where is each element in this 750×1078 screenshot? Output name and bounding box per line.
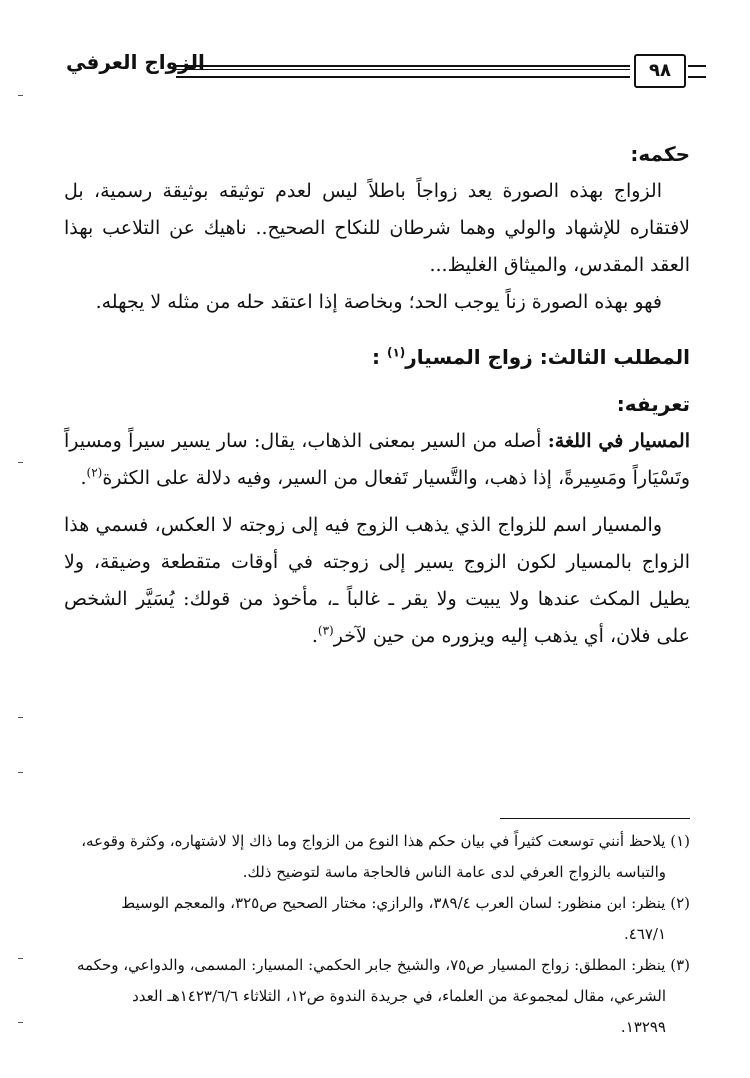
language-term: المسيار في اللغة:: [547, 430, 690, 452]
scan-margin-mark: [18, 95, 23, 96]
footnote-2-line-1: (٢) ينظر: ابن منظور: لسان العرب ٣٨٩/٤، والرازي: مختار الصحيح ص٣٢٥، والمعجم الوسيط: [121, 894, 690, 912]
scan-margin-mark: [18, 1022, 23, 1023]
footnote-3-line-1: (٣) ينظر: المطلق: زواج المسيار ص٧٥، والشيخ جابر الحكمي: المسيار: المسمى، والدواعي، وحكمه: [76, 956, 690, 974]
ruling-heading: حكمه:: [630, 142, 690, 166]
header-rule: [176, 65, 630, 78]
footnote-2-line-2: ٤٦٧/١.: [623, 925, 666, 943]
ruling-paragraph-2: فهو بهذه الصورة زناً يوجب الحد؛ وبخاصة إذا اعتقد حله من مثله لا يجهله.: [95, 291, 662, 313]
footnote-1-line-2: والتباسه بالزواج العرفي لدى عامة الناس فالحاجة ماسة لتوضيح ذلك.: [242, 863, 666, 881]
term-paragraph-end: .: [311, 625, 318, 647]
section-heading: [64, 339, 690, 376]
term-paragraph: [64, 507, 690, 655]
footnote-ref-3: (٣): [317, 623, 334, 638]
definition-heading: تعريفه:: [616, 392, 690, 416]
main-text: [64, 136, 690, 655]
page-number: ٩٨: [634, 54, 686, 88]
footnote-3-line-3: ١٣٢٩٩.: [620, 1018, 666, 1036]
footnote-1-line-1: (١) يلاحظ أنني توسعت كثيراً في بيان حكم هذا النوع من الزواج وما ذاك إلا لاشتهاره، وكثرة وقوعه،: [81, 832, 690, 850]
scan-margin-mark: [18, 772, 23, 773]
section-heading-text: المطلب الثالث: زواج المسيار: [405, 345, 690, 369]
ruling-paragraph-1: الزواج بهذه الصورة يعد زواجاً باطلاً ليس لعدم توثيقه بوثيقة رسمية، بل لافتقاره للإشهاد والولي وهما شرطان للنكاح الصحيح.. ناهيك عن التلاعب بهذا العقد المقدس، والميثاق الغليظ...: [64, 180, 690, 276]
page-header: [66, 44, 706, 90]
footnote-separator: [500, 818, 690, 819]
section-heading-colon: :: [372, 345, 380, 369]
language-definition-end: .: [80, 467, 87, 489]
scan-margin-mark: [18, 717, 23, 718]
footnotes: [64, 826, 690, 1043]
header-rule-end: [688, 65, 706, 78]
footnote-3-line-2: الشرعي، مقال لمجموعة من العلماء، في جريدة الندوة ص١٢، الثلاثاء ١٤٢٣/٦/٦هـ العدد: [132, 987, 666, 1005]
footnote-ref-2: (٢): [86, 465, 103, 480]
scan-margin-mark: [18, 958, 23, 959]
scan-margin-mark: [18, 462, 23, 463]
running-title: الزواج العرفي: [66, 50, 205, 74]
language-definition: [64, 423, 690, 497]
language-definition-text: أصله من السير بمعنى الذهاب، يقال: سار يسير سيراً ومسيراً وتَسْيَاراً ومَسِيرةً، إذا ذهب، والتَّسيار تَفعال من السير، وفيه دلالة على الكثرة: [64, 430, 690, 489]
footnote-ref-1: (١): [386, 345, 406, 360]
term-paragraph-text: والمسيار اسم للزواج الذي يذهب الزوج فيه إلى زوجته لا العكس، فسمي هذا الزواج بالمسيار لكون الزوج يسير إلى زوجته في أوقات متقطعة وضيقة، ولا يطيل المكث عندها ولا يبيت ولا يقر ـ غالباً ـ، مأخوذ من قولك: يُسَيَّر الشخص على فلان، أي يذهب إليه ويزوره من حين لآخر: [64, 514, 690, 647]
